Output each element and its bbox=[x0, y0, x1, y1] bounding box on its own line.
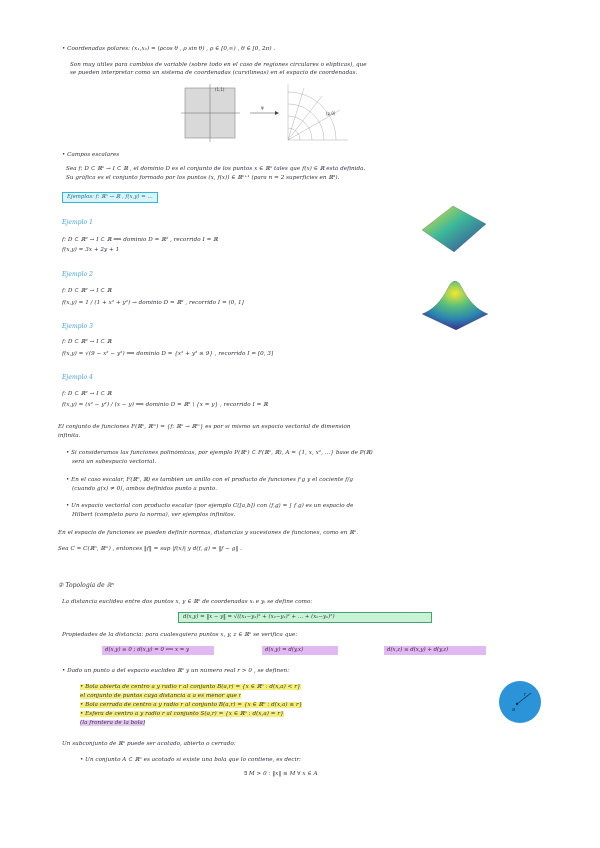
highlighted-text: (la frontera de la bola) bbox=[80, 720, 146, 726]
ball-figure bbox=[497, 679, 543, 725]
example-heading: Ejemplo 3 bbox=[62, 323, 94, 330]
text-line: infinita. bbox=[58, 433, 81, 439]
polar-coordinates-line: • Coordenadas polares: (x₁,x₂) = (ρcos θ , ρ sin θ) , ρ ∈ [0,∞) , θ ∈ [0, 2π) . bbox=[62, 46, 276, 52]
property-box: d(x,y) ≥ 0 ; d(x,y) = 0 ⟺ x = y bbox=[102, 646, 214, 655]
text-line: • En el caso escalar, F(ℝⁿ, ℝ) es también un anillo con el producto de funciones f·g y el cociente f/g bbox=[66, 477, 353, 483]
highlighted-text: • Esfera de centro a y radio r al conjunto S(a,r) = {x ∈ ℝⁿ : d(x,a) = r} bbox=[80, 711, 284, 717]
text-line: Propiedades de la distancia: para cualesquiera puntos x, y, z ∈ ℝⁿ se verifica que: bbox=[62, 632, 298, 638]
text-line: f(x,y) = 1 / (1 + x² + y²) → dominio D = ℝ² , recorrido I = (0, 1] bbox=[62, 300, 244, 306]
text-line: • Si consideramos las funciones polinómicas, por ejemplo P(ℝⁿ) ⊂ F(ℝⁿ, ℝ), A = {1, x, x², …} base de P(ℝ) bbox=[66, 450, 373, 456]
text-line: Sea C = C(ℝⁿ, ℝᵐ) , entonces ‖f‖ = sup |f(x)| y d(f, g) = ‖f − g‖ . bbox=[58, 546, 242, 552]
text-line: • Un conjunto A ⊂ ℝⁿ es acotado si existe una bola que lo contiene, es decir: bbox=[80, 757, 302, 763]
scalar-field-box: Ejemplos: f: ℝⁿ → ℝ , f(x,y) = … bbox=[62, 192, 158, 203]
text-line: será un subespacio vectorial. bbox=[72, 459, 157, 465]
example-heading: Ejemplo 4 bbox=[62, 374, 94, 381]
plane-surface-plot bbox=[416, 200, 490, 256]
coordinate-transform-figure bbox=[180, 82, 350, 144]
bell-surface-plot bbox=[418, 272, 492, 332]
radius-label: r bbox=[524, 692, 527, 698]
example-heading: Ejemplo 1 bbox=[62, 219, 94, 226]
distance-formula-box: d(x,y) = ‖x − y‖ = √((x₁−y₁)² + (x₂−y₂)² + … + (xₙ−yₙ)²) bbox=[178, 612, 432, 623]
text-line: f(x,y) = 3x + 2y + 1 bbox=[62, 247, 120, 253]
grid-corner-label: (1,1) bbox=[215, 87, 225, 92]
polar-grid bbox=[288, 84, 348, 140]
text-line bbox=[80, 720, 145, 727]
text-line: Un subconjunto de ℝⁿ puede ser acotado, abierto o cerrado: bbox=[62, 741, 236, 747]
text-line: se pueden interpretar como un sistema de coordenadas (curvilíneas) en el espacio de coordenadas. bbox=[70, 70, 358, 76]
text-line bbox=[80, 693, 241, 700]
example-heading: Ejemplo 2 bbox=[62, 271, 94, 278]
text-line: Su gráfica es el conjunto formado por los puntos (x, f(x)) ∈ ℝⁿ⁺¹ (para n = 2 superficies en ℝ³). bbox=[66, 175, 340, 181]
text-line bbox=[80, 711, 284, 718]
text-line: f(x,y) = (x² − y²) / (x − y) ⟹ dominio D = ℝ² \ {x = y} , recorrido I = ℝ bbox=[62, 402, 268, 408]
text-line: Hilbert (completo para la norma), ver ejemplos infinitos. bbox=[72, 512, 236, 518]
text-line: En el espacio de funciones se pueden definir normas, distancias y sucesiones de funciones, como en ℝⁿ. bbox=[58, 530, 359, 536]
text-line: f: D ⊂ ℝ² → I ⊂ ℝ bbox=[62, 391, 112, 397]
text-line: f: D ⊂ ℝ² → I ⊂ ℝ bbox=[62, 288, 112, 294]
text-line: ∃ M > 0 : ‖x‖ ≤ M ∀ x ∈ A bbox=[244, 771, 318, 777]
arrow-head-icon bbox=[275, 111, 279, 115]
transform-label: φ bbox=[261, 105, 264, 110]
text-line: f: D ⊂ ℝ² → I ⊂ ℝ ⟹ dominio D = ℝ² , recorrido I = ℝ bbox=[62, 237, 218, 243]
highlighted-text: • Bola abierta de centro a y radio r al conjunto B(a,r) = {x ∈ ℝⁿ : d(x,a) < r} bbox=[80, 684, 301, 690]
section-heading: • Campos escalares bbox=[62, 152, 120, 158]
text-line: Sea f: D ⊂ ℝⁿ → I ⊂ ℝ , el dominio D es el conjunto de los puntos x ∈ ℝⁿ tales que f(x) ∈ ℝ está definida. bbox=[66, 166, 366, 172]
polar-point-label: (ρ,θ) bbox=[326, 111, 336, 116]
text-line bbox=[80, 684, 301, 691]
text-line: f: D ⊂ ℝ² → I ⊂ ℝ bbox=[62, 339, 112, 345]
property-box: d(x,y) = d(y,x) bbox=[262, 646, 338, 655]
highlighted-text: • Bola cerrada de centro a y radio r al conjunto B̄(a,r) = {x ∈ ℝⁿ : d(x,a) ≤ r} bbox=[80, 702, 303, 708]
text-line bbox=[80, 702, 302, 709]
text-line: • Un espacio vectorial con producto escalar (por ejemplo C([a,b]) con ⟨f,g⟩ = ∫ f g) es un espacio de bbox=[66, 503, 354, 509]
text-line: f(x,y) = √(9 − x² − y²) ⟹ dominio D = {x² + y² ≤ 9} , recorrido I = [0, 3] bbox=[62, 351, 274, 357]
section-heading: ② Topología de ℝⁿ bbox=[58, 582, 114, 589]
plane-surface bbox=[422, 206, 486, 252]
bell-surface bbox=[422, 281, 488, 330]
text-line: • Dado un punto a del espacio euclídeo ℝⁿ y un número real r > 0 , se definen: bbox=[62, 668, 290, 674]
highlighted-text: el conjunto de puntos cuya distancia a a es menor que r bbox=[80, 693, 242, 699]
property-box: d(x,z) ≤ d(x,y) + d(y,z) bbox=[384, 646, 486, 655]
center-label: a bbox=[512, 707, 516, 713]
text-line: La distancia euclídea entre dos puntos x, y ∈ ℝⁿ de coordenadas xᵢ e yᵢ se define como: bbox=[62, 599, 313, 605]
text-line: Son muy útiles para cambios de variable (sobre todo en el caso de regiones circulares o elípticas), que bbox=[70, 62, 367, 68]
text-line: (cuando g(x) ≠ 0), ambos definidos punto a punto. bbox=[72, 486, 218, 492]
text-line: El conjunto de funciones F(ℝⁿ, ℝᵐ) = {f: ℝⁿ → ℝᵐ} es por sí mismo un espacio vectorial de dimensión bbox=[58, 424, 351, 430]
